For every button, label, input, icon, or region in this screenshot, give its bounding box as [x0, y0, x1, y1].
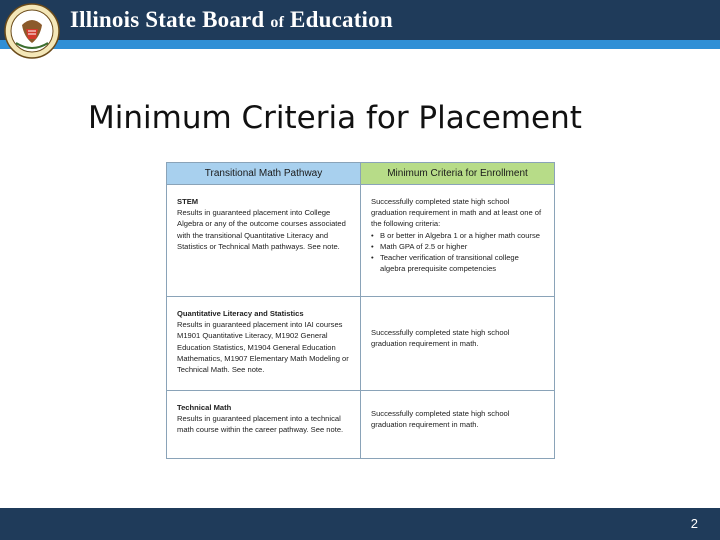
organization-name	[70, 7, 393, 33]
pathway-title: Quantitative Literacy and Statistics	[177, 309, 304, 318]
criteria-list	[371, 230, 544, 275]
criteria-cell	[361, 391, 555, 459]
table-row	[167, 391, 555, 459]
criteria-table	[166, 162, 555, 459]
org-name-part1: Illinois State Board	[70, 7, 271, 32]
pathway-description: Results in guaranteed placement into a technical math course within the career pathway. See note.	[177, 414, 344, 435]
pathway-description: Results in guaranteed placement into College Algebra or any of the outcome courses associated with the transitional Quantitative Literacy and Statistics or Technical Math pathways. See note.	[177, 208, 346, 251]
pathway-cell	[167, 185, 361, 297]
criteria-intro: Successfully completed state high school graduation requirement in math.	[371, 409, 510, 430]
criteria-intro: Successfully completed state high school graduation requirement in math.	[371, 328, 510, 349]
table-row	[167, 185, 555, 297]
illinois-state-seal-icon	[4, 3, 60, 59]
list-item: • Math GPA of 2.5 or higher	[371, 241, 544, 252]
list-item: • B or better in Algebra 1 or a higher math course	[371, 230, 544, 241]
pathway-cell	[167, 297, 361, 391]
table-row	[167, 297, 555, 391]
list-item: • Teacher verification of transitional college algebra prerequisite competencies	[371, 252, 544, 274]
criteria-cell	[361, 185, 555, 297]
pathway-title: Technical Math	[177, 403, 232, 412]
pathway-description: Results in guaranteed placement into IAI courses M1901 Quantitative Literacy, M1902 General Education Statistics, M1904 General Education Mathematics, M1907 Elementary Math Modeling or Technical Math. See note.	[177, 320, 349, 375]
org-name-part2: Education	[284, 7, 393, 32]
table-header-row	[167, 163, 555, 185]
column-header-criteria: Minimum Criteria for Enrollment	[361, 163, 555, 185]
column-header-pathway: Transitional Math Pathway	[167, 163, 361, 185]
pathway-title: STEM	[177, 197, 199, 206]
footer-bar	[0, 508, 720, 540]
header-stripe	[0, 40, 720, 49]
slide-title: Minimum Criteria for Placement	[88, 100, 582, 136]
pathway-cell	[167, 391, 361, 459]
criteria-intro: Successfully completed state high school graduation requirement in math and at least one of the following criteria:	[371, 197, 542, 229]
org-name-of: of	[270, 14, 285, 31]
criteria-cell	[361, 297, 555, 391]
page-number: 2	[690, 516, 698, 531]
